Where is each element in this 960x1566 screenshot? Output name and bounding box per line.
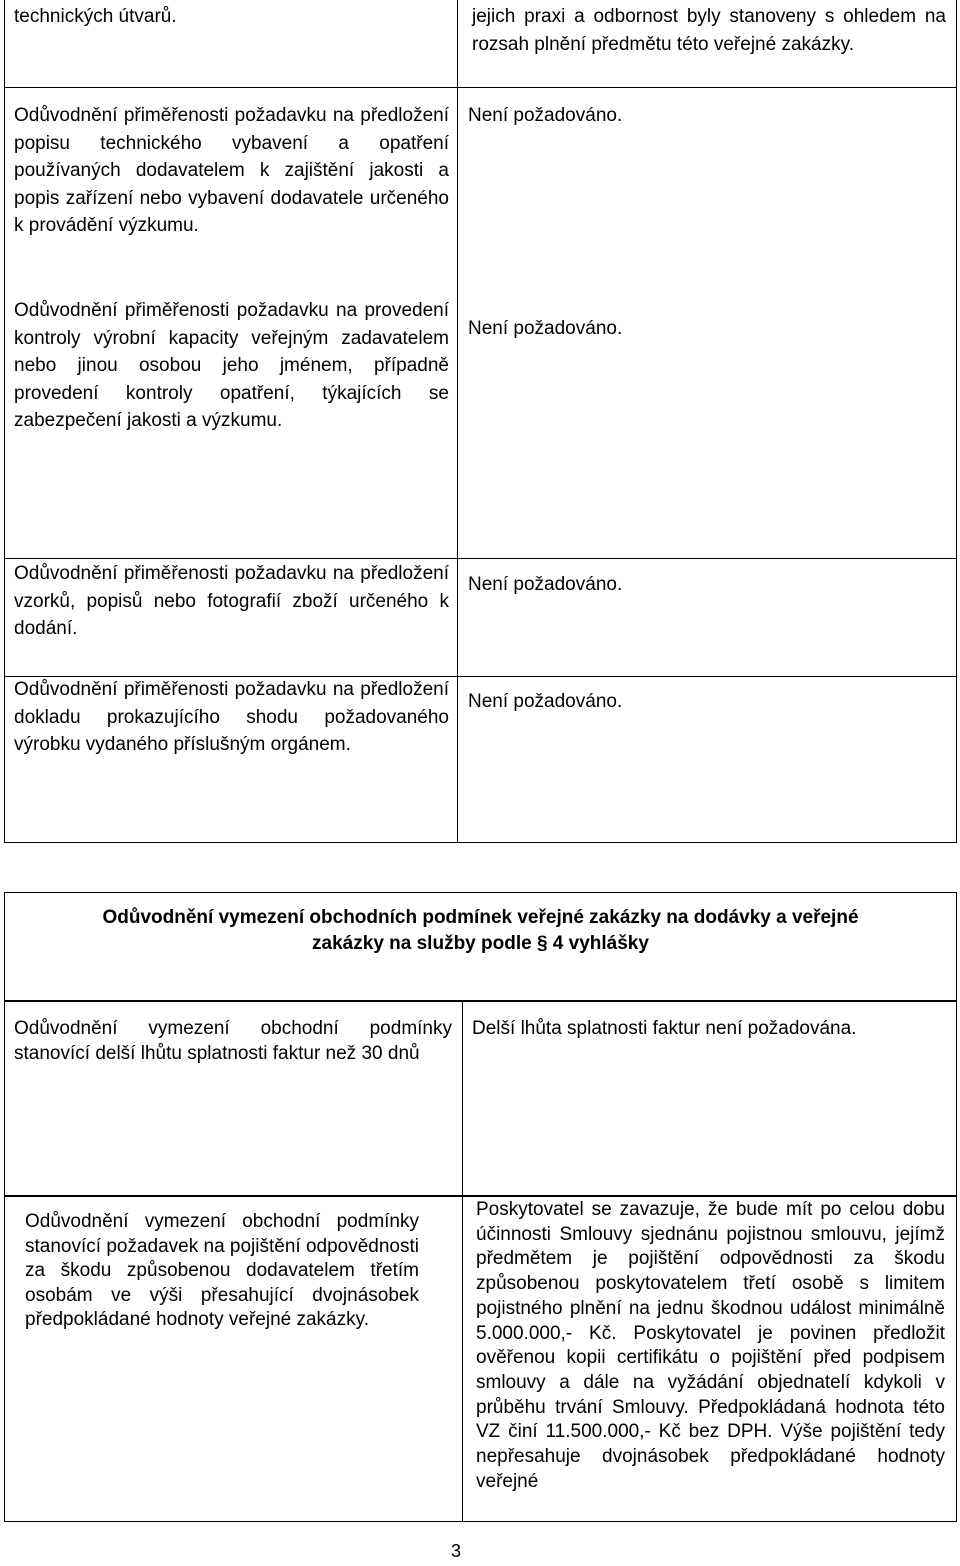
table-row-left-cell: Odůvodnění přiměřenosti požadavku na provedení kontroly výrobní kapacity veřejným zadavatelem nebo jinou osobou jeho jménem, případně provedení kontroly opatření, týkajících se zabezpečení jakosti a výzkumu.	[14, 300, 449, 431]
section-heading-line: zakázky na služby podle § 4 vyhlášky	[312, 933, 649, 954]
table-row-left-cell: Odůvodnění přiměřenosti požadavku na předložení vzorků, popisů nebo fotografií zboží určeného k dodání.	[14, 563, 449, 639]
page-number: 3	[451, 1541, 462, 1561]
table-row-right-cell: Delší lhůta splatnosti faktur není požadována.	[472, 1018, 857, 1039]
section-heading-line: Odůvodnění vymezení obchodních podmínek veřejné zakázky na dodávky a veřejné	[102, 907, 859, 928]
table-row-right-cell: Není požadováno.	[468, 691, 623, 712]
table-row-divider	[4, 558, 957, 559]
table-row-left-cell: Odůvodnění přiměřenosti požadavku na předložení popisu technického vybavení a opatření používaných dodavatelem k zajištění jakosti a popis zařízení nebo vybavení dodavatele určeného k provádění výzkumu.	[14, 105, 449, 236]
table-row-divider	[4, 87, 957, 88]
table-row-left-cell: Odůvodnění vymezení obchodní podmínky stanovící delší lhůtu splatnosti faktur než 30 dnů	[14, 1018, 452, 1064]
table-row-right-cell: Není požadováno.	[468, 574, 623, 595]
section-heading-box	[4, 892, 957, 1001]
table-row-right-cell: Není požadováno.	[468, 105, 623, 126]
table-row-right-cell: jejich praxi a odbornost byly stanoveny s ohledem na rozsah plnění předmětu této veřejné zakázky.	[472, 6, 946, 55]
table-column-divider	[457, 0, 458, 843]
table-column-divider	[462, 1001, 463, 1196]
table-column-divider	[462, 1196, 463, 1522]
table-row-right-cell: Není požadováno.	[468, 318, 623, 339]
table-row-left-cell: technických útvarů.	[14, 6, 177, 27]
table-row-left-cell: Odůvodnění vymezení obchodní podmínky stanovící požadavek na pojištění odpovědnosti za škodu způsobenou dodavatelem třetím osobám ve výši přesahující dvojnásobek předpokládané hodnoty veřejné zakázky.	[25, 1211, 419, 1331]
table-row-left-cell: Odůvodnění přiměřenosti požadavku na předložení dokladu prokazujícího shodu požadovaného výrobku vydaného příslušným orgánem.	[14, 679, 449, 755]
table-row-right-cell: Poskytovatel se zavazuje, že bude mít po celou dobu účinnosti Smlouvy sjednánu pojistnou smlouvu, jejímž předmětem je pojištění odpovědnosti za škodu způsobenou poskytovatelem třetí osobě s limitem pojistného plnění na jednu škodnou událost minimálně 5.000.000,- Kč. Poskytovatel je povinen předložit ověřenou kopii certifikátu o pojištění před podpisem smlouvy a dále na vyžádání objednatelí kdykoli v průběhu trvání Smlouvy. Předpokládaná hodnota této VZ činí 11.500.000,- Kč bez DPH. Výše pojištění tedy nepřesahuje dvojnásobek předpokládané hodnoty veřejné	[476, 1199, 945, 1492]
